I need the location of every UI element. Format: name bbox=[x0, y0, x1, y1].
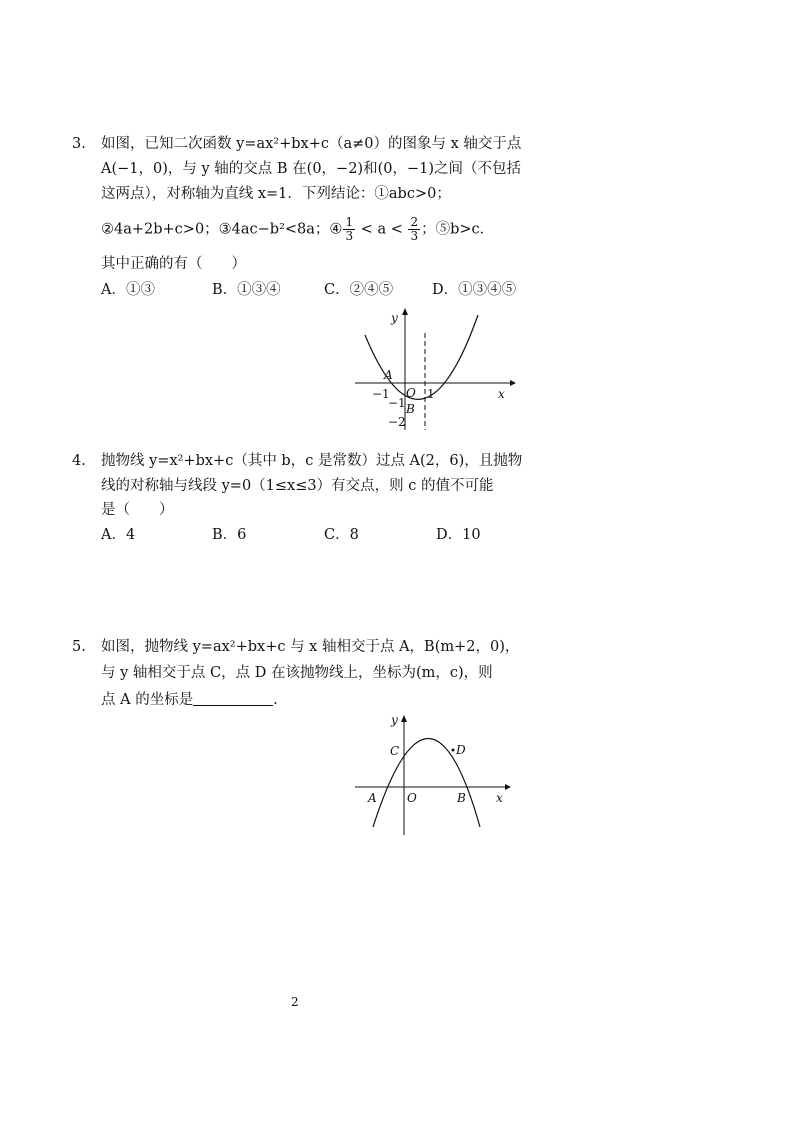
q3-option-c: C．②④⑤ bbox=[324, 282, 394, 298]
q5-line-3-end: ． bbox=[273, 692, 288, 708]
q3-line-2: A(−1，0)，与 y 轴的交点 B 在(0，−2)和(0，−1)之间（不包括 bbox=[101, 161, 521, 177]
q3-line-4-start: ②4a+2b+c>0；③4ac−b²<8a；④ bbox=[101, 221, 343, 238]
q4-number: 4. bbox=[72, 453, 86, 469]
q3-line-1: 如图，已知二次函数 y=ax²+bx+c（a≠0）的图象与 x 轴交于点 bbox=[101, 136, 522, 152]
q3-line-4 bbox=[101, 216, 494, 243]
frac-denominator: 3 bbox=[410, 229, 419, 243]
frac-denominator: 3 bbox=[345, 229, 354, 243]
answer-blank bbox=[193, 691, 273, 706]
q4-line-1: 抛物线 y=x²+bx+c（其中 b，c 是常数）过点 A(2，6)，且抛物 bbox=[101, 453, 523, 469]
q3-line-4-end: ；⑤b>c． bbox=[421, 221, 495, 238]
q5-line-2: 与 y 轴相交于点 C，点 D 在该抛物线上，坐标为(m，c)，则 bbox=[101, 665, 493, 681]
frac-numerator: 2 bbox=[410, 215, 419, 229]
q3-number: 3. bbox=[72, 136, 86, 152]
label-y: y bbox=[391, 713, 398, 727]
label-o: O bbox=[407, 791, 417, 805]
q5-line-1: 如图，抛物线 y=ax²+bx+c 与 x 轴相交于点 A，B(m+2，0)， bbox=[101, 639, 520, 655]
y-axis-arrow bbox=[402, 308, 408, 315]
q4-option-d: D．10 bbox=[436, 527, 481, 543]
label-neg1-x: −1 bbox=[372, 387, 390, 401]
label-neg1-y: −1 bbox=[388, 396, 406, 410]
q5-line-3 bbox=[101, 690, 288, 710]
label-c: C bbox=[390, 744, 400, 758]
q4-line-2: 线的对称轴与线段 y=0（1≤x≤3）有交点，则 c 的值不可能 bbox=[101, 478, 494, 494]
label-x: x bbox=[498, 387, 505, 401]
q3-line-5: 其中正确的有（ ） bbox=[101, 256, 246, 272]
label-1: 1 bbox=[427, 387, 435, 401]
q3-option-d: D．①③④⑤ bbox=[432, 282, 517, 298]
y-axis-arrow bbox=[401, 715, 407, 722]
label-a: A bbox=[368, 791, 377, 805]
label-neg2: −2 bbox=[388, 415, 406, 429]
page-number: 2 bbox=[291, 995, 299, 1009]
fraction-one-third bbox=[343, 216, 355, 243]
q4-option-b: B．6 bbox=[212, 527, 247, 543]
label-a: A bbox=[384, 368, 393, 382]
label-x: x bbox=[496, 791, 503, 805]
q5-line-3-text: 点 A 的坐标是 bbox=[101, 692, 194, 708]
label-y: y bbox=[391, 311, 398, 325]
q4-option-a: A．4 bbox=[101, 527, 136, 543]
q3-line-3: 这两点），对称轴为直线 x=1．下列结论：①abc>0； bbox=[101, 186, 451, 202]
q5-parabola-graph bbox=[350, 710, 520, 840]
fraction-two-thirds bbox=[408, 216, 420, 243]
label-b: B bbox=[406, 402, 415, 416]
q5-number: 5. bbox=[72, 639, 86, 655]
label-d: D bbox=[456, 743, 466, 757]
point-d bbox=[452, 749, 455, 752]
frac-numerator: 1 bbox=[345, 215, 354, 229]
q3-inequality: < a < bbox=[356, 221, 408, 238]
x-axis-arrow bbox=[505, 784, 511, 790]
q4-line-3: 是（ ） bbox=[101, 502, 174, 518]
q3-option-a: A．①③ bbox=[101, 282, 155, 298]
q3-option-b: B．①③④ bbox=[212, 282, 281, 298]
label-o: O bbox=[406, 386, 416, 400]
label-b: B bbox=[457, 791, 466, 805]
q4-option-c: C．8 bbox=[324, 527, 359, 543]
q3-parabola-graph bbox=[350, 305, 520, 435]
x-axis-arrow bbox=[510, 380, 516, 386]
